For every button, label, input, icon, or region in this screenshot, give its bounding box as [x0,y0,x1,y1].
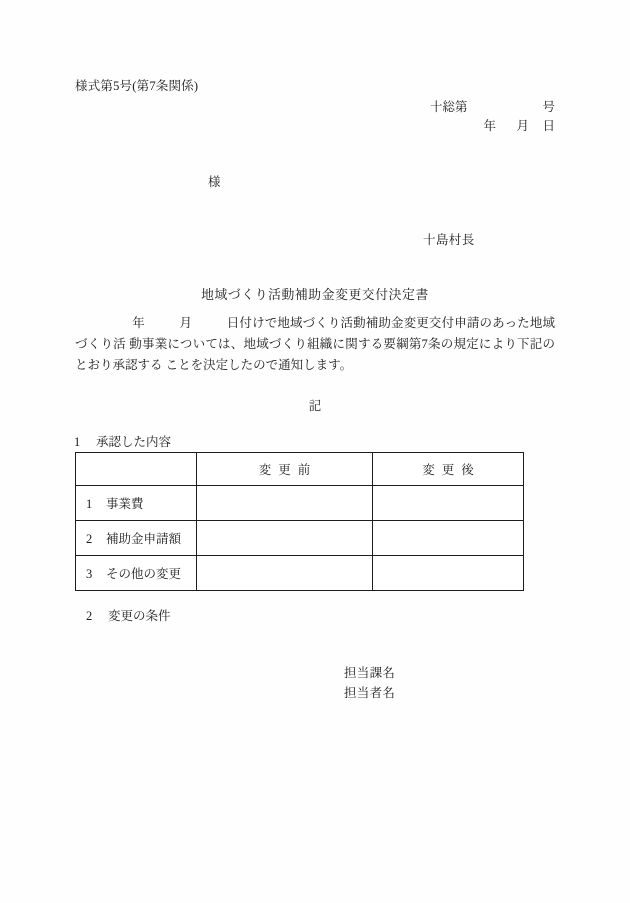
row-label-subsidy-request-amount [76,521,197,556]
table-header-before-change: 変更前 [197,453,373,486]
person-in-charge-label: 担当者名 [344,686,396,700]
table-header-row [76,453,524,486]
table-corner-header [76,453,197,486]
row-2-after-value[interactable] [373,521,524,556]
section-heading-change-conditions [86,606,171,624]
row-label-other-changes [76,556,197,591]
body-line-1: 日付けで地域づくり活動補助金変更交付申請のあった地域づくり活 [75,316,556,351]
row-2-number: 2 [86,532,93,546]
row-2-before-value[interactable] [197,521,373,556]
reference-date-day: 日 [542,119,555,133]
reference-number-prefix: 十総第 [430,100,468,114]
section-2-number: 2 [86,609,93,623]
table-row [76,486,524,521]
table-header-after-change: 変更後 [373,453,524,486]
section-2-label: 変更の条件 [108,609,171,623]
row-3-before-value[interactable] [197,556,373,591]
row-3-after-value[interactable] [373,556,524,591]
form-number: 様式第5号(第7条関係) [75,79,199,93]
body-date-year: 年 [132,316,145,330]
row-3-number: 3 [86,567,93,581]
row-3-label: その他の変更 [106,567,182,581]
row-label-project-cost [76,486,197,521]
reference-number-row [430,98,555,117]
row-2-label: 補助金申請額 [106,532,182,546]
row-1-before-value[interactable] [197,486,373,521]
addressee-honorific: 様 [208,175,221,189]
row-1-label: 事業費 [106,497,144,511]
issuer-name: 十島村長 [423,233,475,247]
reference-date-year: 年 [483,119,496,133]
signature-block [344,663,395,703]
body-line-3: ことを決定したので通知します。 [165,358,353,372]
section-1-label: 承認した内容 [96,435,172,449]
row-1-number: 1 [86,497,93,511]
body-line-2: 動事業については、地域づくり組織に関する要綱第7条の規定により下記のとおり承認する [75,337,555,372]
table-row [76,521,524,556]
kiji-marker: 記 [308,399,322,413]
section-heading-approved-content [74,432,171,450]
table-row [76,556,524,591]
body-date-month: 月 [179,316,193,330]
document-title: 地域づくり活動補助金変更交付決定書 [201,288,429,302]
reference-date-row [430,117,555,136]
reference-number-suffix: 号 [542,100,555,114]
section-1-number: 1 [74,435,81,449]
body-paragraph [75,313,555,376]
department-label: 担当課名 [344,666,396,680]
document-reference-block [430,98,555,136]
approved-content-table [75,452,524,591]
reference-date-month: 月 [516,119,529,133]
row-1-after-value[interactable] [373,486,524,521]
